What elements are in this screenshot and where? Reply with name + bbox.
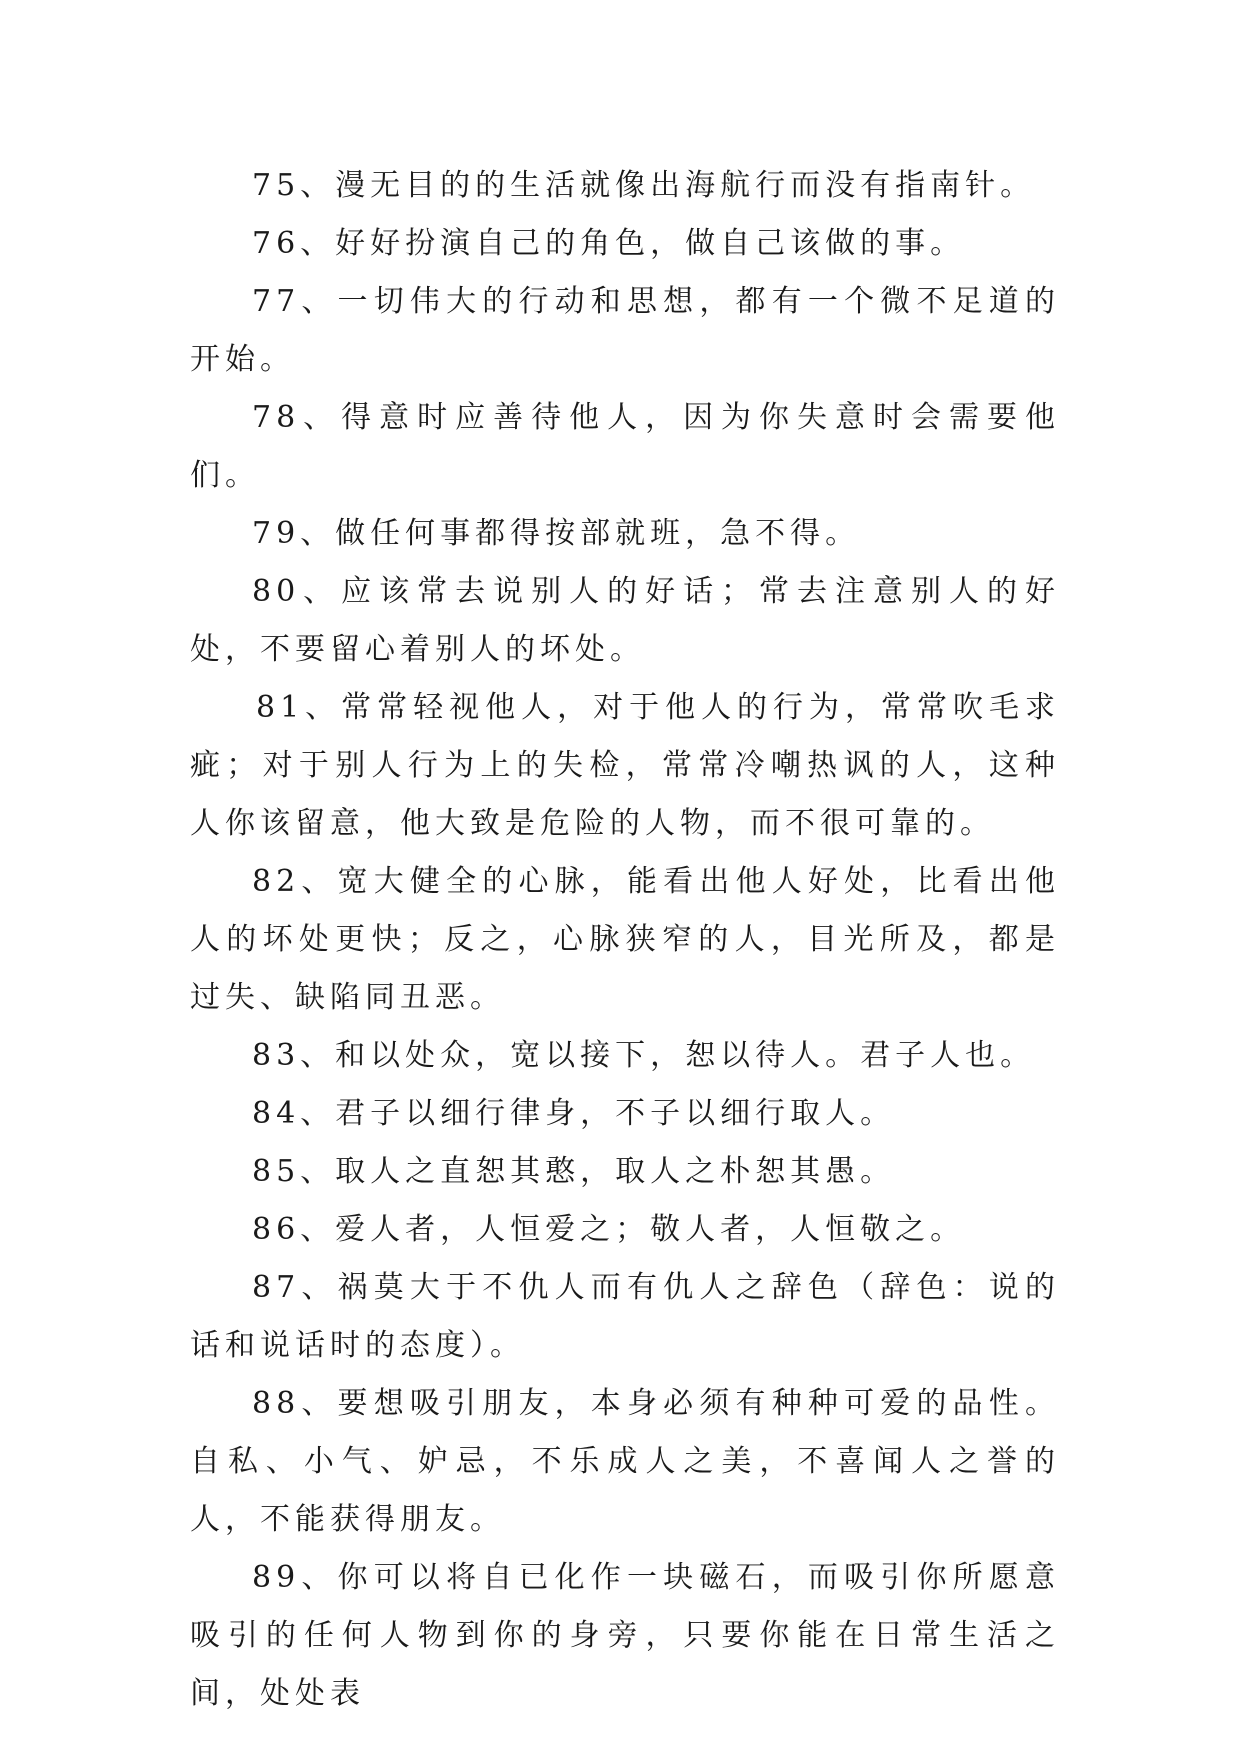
paragraph-89: 89、你可以将自已化作一块磁石，而吸引你所愿意吸引的任何人物到你的身旁，只要你能在日常生活之间，处处表 <box>190 1560 1060 1711</box>
paragraph-76: 76、好好扮演自己的角色，做自己该做的事。 <box>252 226 966 261</box>
paragraph-80: 80、应该常去说别人的好话；常去注意别人的好处，不要留心着别人的坏处。 <box>190 574 1060 667</box>
paragraph-82: 82、宽大健全的心脉，能看出他人好处，比看出他人的坏处更快；反之，心脉狭窄的人，目光所及，都是过失、缺陷同丑恶。 <box>190 864 1060 1015</box>
paragraph-83: 83、和以处众，宽以接下，恕以待人。君子人也。 <box>252 1038 1036 1073</box>
paragraph-88: 88、要想吸引朋友，本身必须有种种可爱的品性。自私、小气、妒忌，不乐成人之美，不喜闻人之誉的人，不能获得朋友。 <box>190 1386 1060 1537</box>
paragraph-75: 75、漫无目的的生活就像出海航行而没有指南针。 <box>252 168 1036 203</box>
paragraph-78: 78、得意时应善待他人，因为你失意时会需要他们。 <box>190 400 1060 493</box>
paragraph-86: 86、爱人者，人恒爱之；敬人者，人恒敬之。 <box>252 1212 966 1247</box>
paragraph-85: 85、取人之直恕其憨，取人之朴恕其愚。 <box>252 1154 896 1189</box>
paragraph-84: 84、君子以细行律身，不子以细行取人。 <box>252 1096 896 1131</box>
paragraph-77: 77、一切伟大的行动和思想，都有一个微不足道的开始。 <box>190 284 1060 377</box>
document-body <box>190 157 1060 1723</box>
paragraph-81: 81、常常轻视他人，对于他人的行为，常常吹毛求疵；对于别人行为上的失检，常常冷嘲热讽的人，这种人你该留意，他大致是危险的人物，而不很可靠的。 <box>190 690 1060 841</box>
paragraph-79: 79、做任何事都得按部就班，急不得。 <box>252 516 861 551</box>
paragraph-87: 87、祸莫大于不仇人而有仇人之辞色（辞色：说的话和说话时的态度）。 <box>190 1270 1060 1363</box>
